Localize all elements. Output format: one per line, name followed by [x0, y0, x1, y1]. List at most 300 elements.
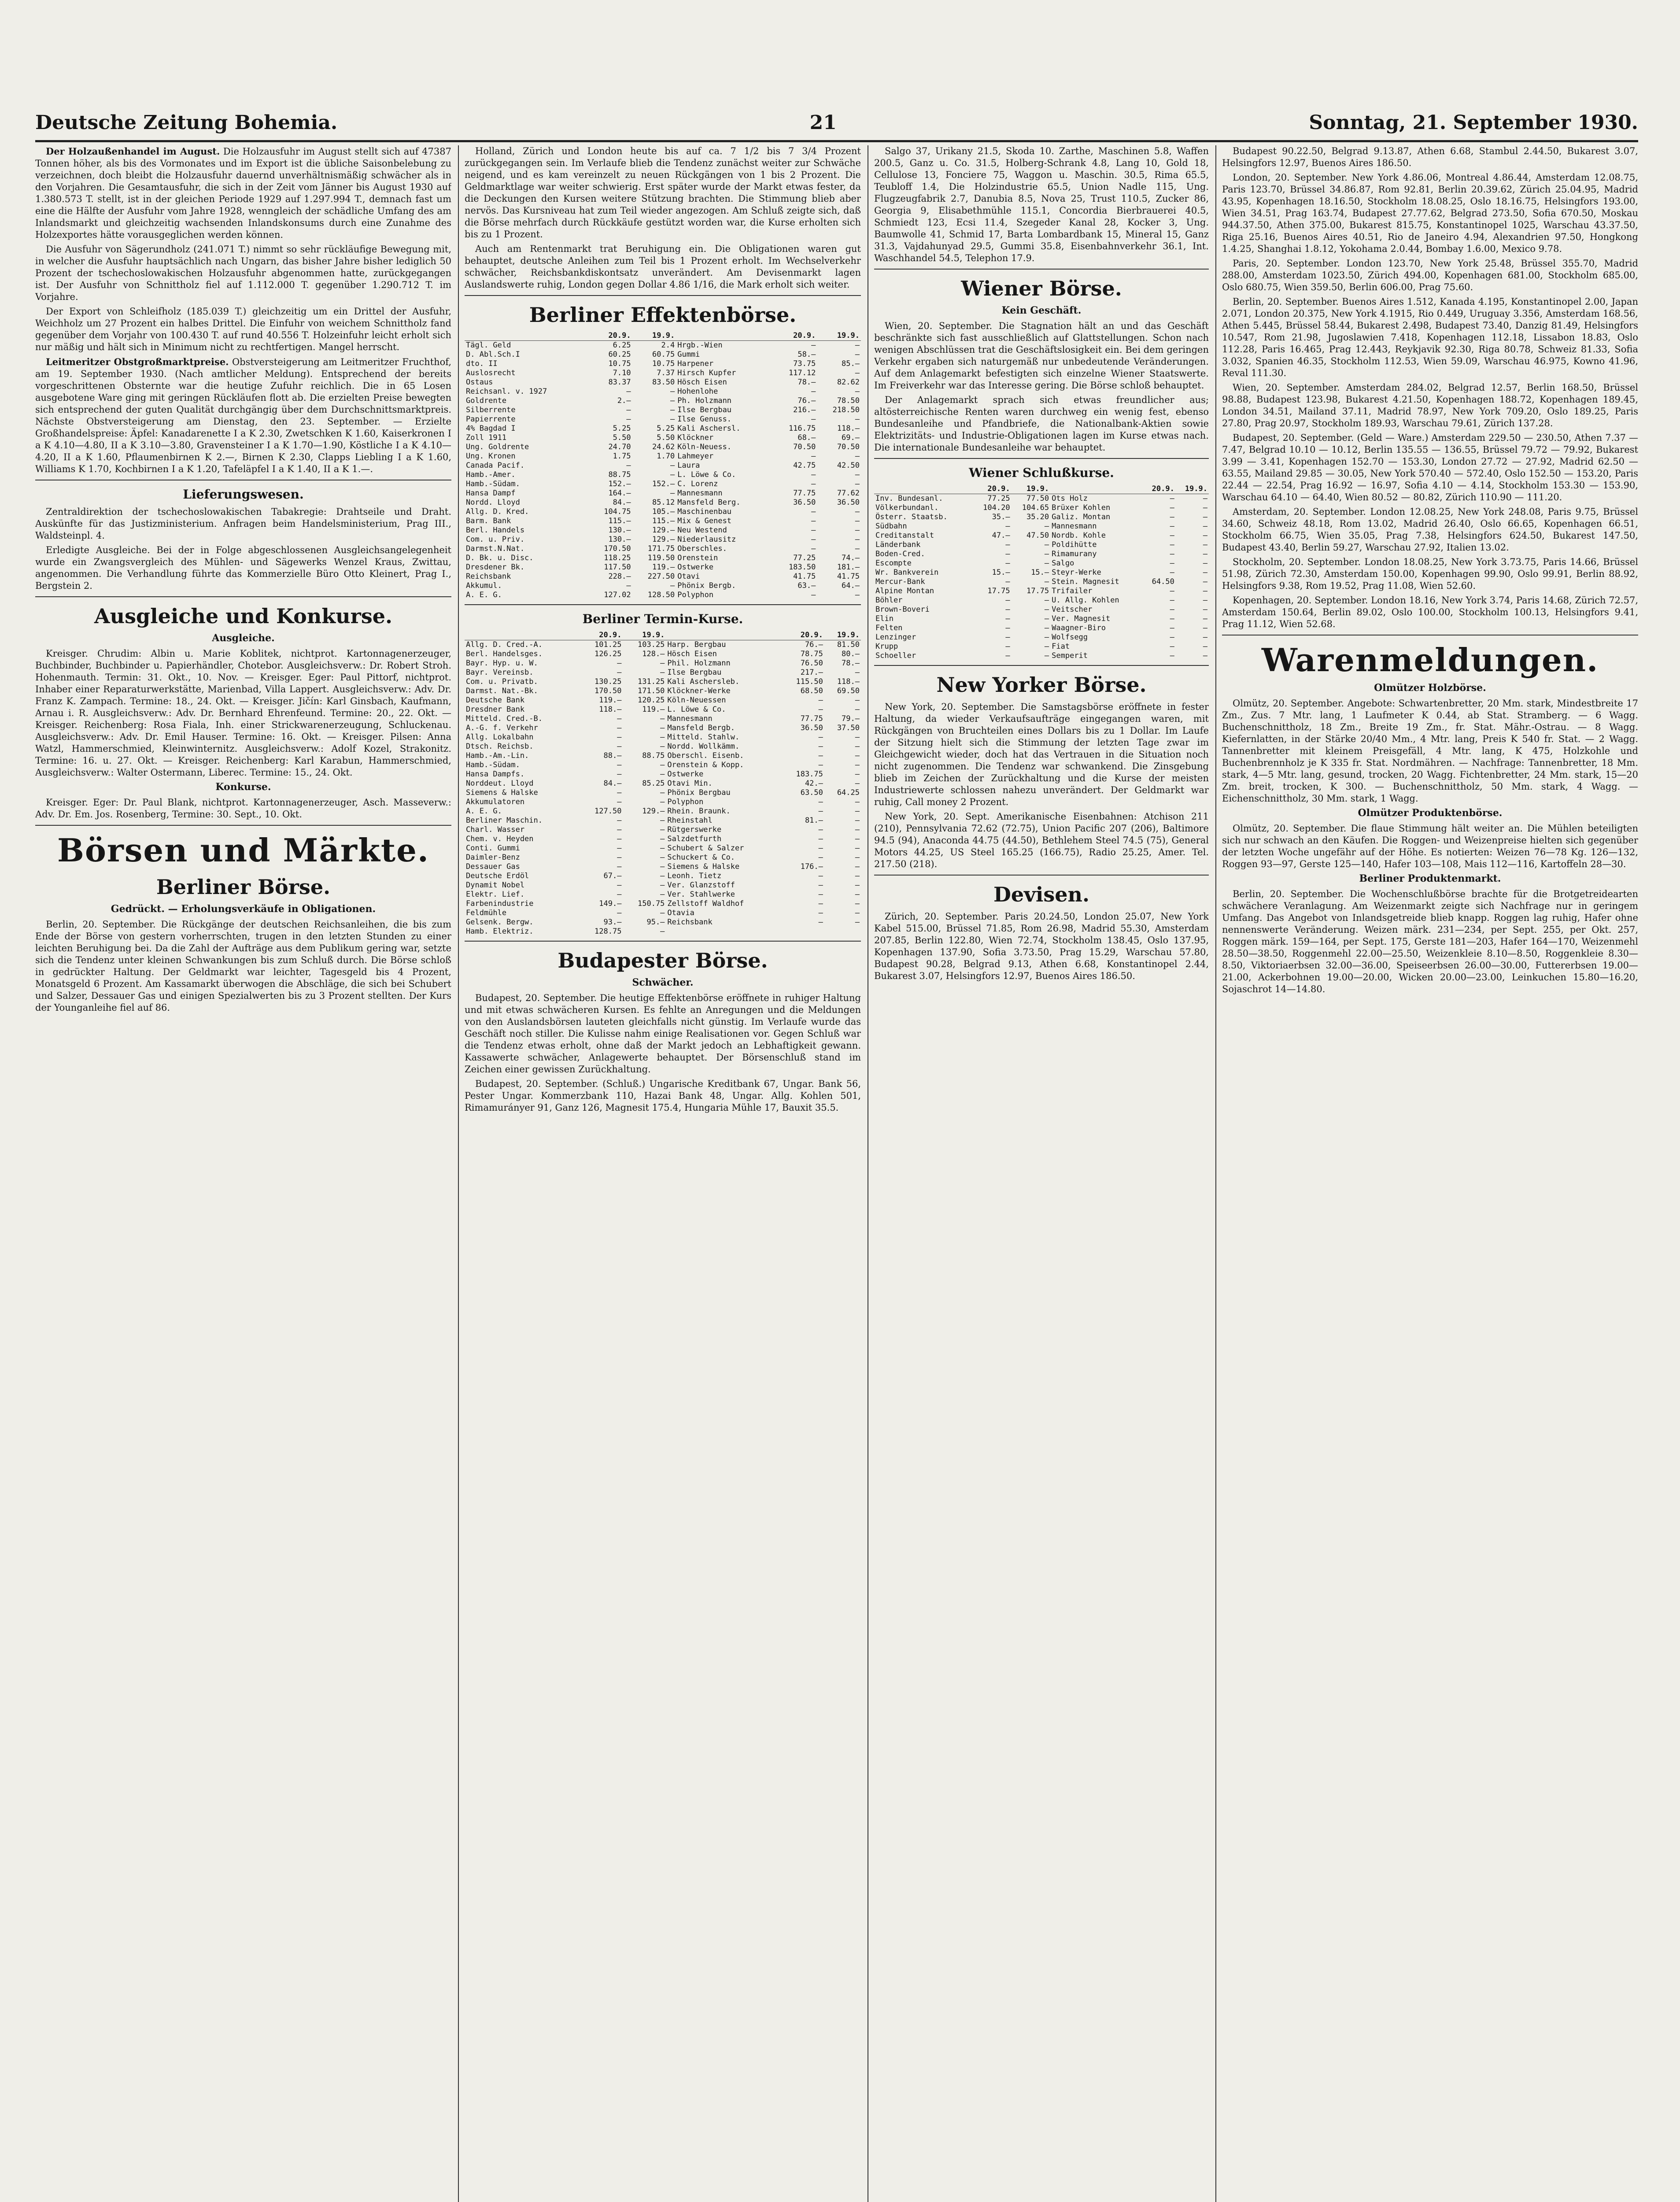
quote-value: 78.50: [837, 396, 860, 405]
security-name: Chem. v. Heyden: [466, 835, 534, 843]
quote-value: —: [855, 696, 860, 705]
quote-value: —: [855, 507, 860, 516]
security-name: Deutsche Erdöl: [466, 872, 529, 880]
quote-header-cell: [874, 484, 972, 494]
security-name: Ver. Glanzstoff: [667, 881, 735, 890]
security-name: Hamb.-Am.-Lin.: [466, 751, 529, 760]
quote-value: —: [855, 350, 860, 359]
quote-value: —: [1005, 624, 1010, 632]
table-row: [465, 751, 861, 761]
security-name: A. E. G.: [466, 807, 502, 816]
security-name: Ver. Magnesit: [1052, 614, 1111, 623]
subsection-title: Kein Geschäft.: [1001, 305, 1082, 316]
table-row: [465, 779, 861, 788]
quote-table-berliner-effekten: [465, 331, 861, 600]
article-holzaussenhandel: [35, 145, 451, 241]
quote-value: 183.75: [796, 770, 823, 779]
quote-value: —: [617, 844, 622, 853]
security-name: Dresdner Bank: [466, 705, 525, 714]
security-name: Alpine Montan: [875, 587, 934, 595]
security-name: Polyphon: [677, 591, 714, 599]
quote-value: —: [1170, 522, 1174, 531]
quote-value: —: [1044, 596, 1049, 605]
quote-value: 47.—: [992, 531, 1010, 540]
section-title-wiener-schlusskurse: Wiener Schlußkurse.: [969, 466, 1114, 480]
quote-value: —: [1170, 605, 1174, 614]
security-name: Österr. Staatsb.: [875, 513, 948, 521]
quote-value: 93.—: [603, 918, 622, 927]
quote-value: —: [811, 526, 816, 535]
quote-value: —: [1170, 624, 1174, 632]
quote-value: 77.62: [837, 489, 860, 498]
table-row: [465, 480, 861, 489]
article-text: Kreisger. Chrudim: Albin u. Marie Koblitek, nichtprot. Kartonnagenerzeuger, Buchbinder, Buchbinder u. Papierhändler, Chotebor. Ausgleichsverw.: Dr. Robert Stroh. Hohenmauth. Termin: 31. Okt., 10. Nov. — Kreisger. Eger: Paul Pittorf, nichtprot. Inhaber einer Reparaturwerkstätte, Marienbad, Villa Lappert. Ausgleichsverw.: Adv. Dr. Franz K. Zampach. Termine: 18., 24. Okt. — Kreisger. Jičín: Karl Ginsbach, Kaufmann, Arnau i. R. Ausgleichsverw.: Adv. Dr. Bernhard Ehrenfeund. Termine: 20., 22. Okt. — Kreisger. Reichenberg: Rosa Fiala, Inh. einer Strickwarenerzeugung, Schluckenau. Ausgleichsverw.: Adv. Dr. Emil Hauser. Termine: 16. Okt. — Kreisger. Pilsen: Anna Watzl, Hammerschmied, Kleinwinternitz. Ausgleichsverw.: Adolf Kozel, Strakonitz. Termine: 16. u. 27. Okt. — Kreisger. Reichenberg: Karl Karabun, Hammerschmied, Ausgleichsverw.: Walter Ostermann, Liberec. Termine: 15., 24. Okt.: [35, 648, 451, 778]
table-row: [465, 798, 861, 807]
table-row: [465, 835, 861, 844]
quote-value: 1.75: [613, 452, 631, 461]
quote-value: —: [811, 544, 816, 553]
quote-header-cell: 19.9.: [1176, 484, 1209, 494]
header-date: Sonntag, 21. September 1930.: [1309, 111, 1638, 134]
section-title-lieferungswesen: Lieferungswesen.: [183, 487, 304, 502]
table-row: [465, 406, 861, 415]
table-row: [465, 650, 861, 659]
article-text: New York, 20. Sept. Amerikanische Eisenbahnen: Atchison 211 (210), Pennsylvania 72.62 (72.75), Union Pacific 207 (206), Baltimore 94.5 (94), Anaconda 44.75 (44.50), Bethlehem Steel 74.5 (75), General Motors 44.25, US Steel 165.25 (166.75), Radio 25.25, Amer. Tel. 217.50 (218).: [874, 811, 1209, 869]
security-name: U. Allg. Kohlen: [1052, 596, 1119, 605]
quote-value: —: [818, 705, 823, 714]
quote-value: —: [1044, 550, 1049, 558]
quote-value: —: [660, 909, 665, 917]
quote-value: —: [670, 461, 675, 470]
security-name: L. Löwe & Co.: [677, 470, 736, 479]
quote-value: 7.10: [613, 369, 631, 377]
section-rule: [465, 295, 861, 296]
quote-value: 73.75: [793, 359, 816, 368]
section-title-warenmeldungen: Warenmeldungen.: [1261, 641, 1599, 679]
quote-value: —: [818, 798, 823, 806]
security-name: Norddeut. Lloyd: [466, 779, 534, 788]
security-name: A.-G. f. Verkehr: [466, 724, 538, 732]
header-masthead: Deutsche Zeitung Bohemia.: [35, 111, 338, 134]
quote-value: 104.20: [983, 503, 1010, 512]
article-text: Budapest, 20. September. (Schluß.) Ungarische Kreditbank 67, Ungar. Bank 56, Pester Ungar. Kommerzbank 110, Hazai Bank 48, Ungar. Allg. Kohlen 501, Rimamurányer 91, Ganz 126, Magnesit 175.4, Hungaria Mühle 17, Bauxit 35.5.: [465, 1079, 861, 1113]
article-text: Olmütz, 20. September. Angebote: Schwartenbretter, 20 Mm. stark, Mindestbreite 17 Zm., Zus. 7 Mtr. lang, 1 Laufmeter K 0.44, ab Stat. Stramberg. — 6 Wagg. Buchenschnittholz, 18 Zm., Breite 19 Zm., fr. Stat. Mähr.-Ostrau. — 8 Wagg. Kiefernlatten, in der Stärke 20/40 Mm., 4 Mtr. lang, Preis K 540 fr. Stat. — 2 Wagg. Tannenbretter mit kleinem Preisgefäll, 4 Mtr. lang, K 475, Holzkohle und Buchenbrennholz je K 335 fr. Stat. Nordmähren. — Nachfrage: Tannenbretter, 18 Mm. stark, 4—5 Mtr. lang, gesund, trocken, 20 Wagg. Fichtenbretter, 24 Mm. stark, 15—20 Zm. breit, trocken, K 300. — Buchenschnittholz, 50 Mm. stark, 4 Wagg. — Eichenschnittholz, 30 Mm. stark, 1 Wagg.: [1222, 698, 1638, 804]
quote-value: —: [1005, 651, 1010, 660]
quote-value: —: [660, 825, 665, 834]
quote-value: —: [1170, 651, 1174, 660]
quote-value: —: [855, 779, 860, 788]
quote-value: —: [1044, 624, 1049, 632]
article-obstpreise: [35, 356, 451, 475]
security-name: Akkumulatoren: [466, 798, 525, 806]
security-name: Völkerbundanl.: [875, 503, 939, 512]
quote-value: —: [1044, 559, 1049, 568]
quote-value: —: [1203, 568, 1207, 577]
security-name: Charl. Wasser: [466, 825, 525, 834]
quote-value: 118.—: [837, 677, 860, 686]
quote-value: —: [1170, 494, 1174, 503]
security-name: Ung. Goldrente: [466, 443, 529, 451]
quote-value: —: [855, 668, 860, 677]
table-row: [465, 927, 861, 936]
security-name: Phönix Bergbau: [667, 788, 731, 797]
subsection-title: Olmützer Holzbörse.: [1374, 682, 1486, 694]
column-divider: [1215, 145, 1216, 2202]
table-row: [874, 633, 1209, 642]
security-name: Semperit: [1052, 651, 1088, 660]
table-row: [465, 341, 861, 351]
table-row: [465, 461, 861, 470]
table-row: [465, 862, 861, 872]
devisen-stockholm: Stockholm, 20. September. London 18.08.25, New York 3.73.75, Paris 14.66, Brüssel 51.98, Zürich 72.30, Amsterdam 150.00, Kopenhagen 99.90, Oslo 99.91, Berlin 88.92, Helsingfors 9.38, Rom 19.52, Prag 11.08, Wien 52.60.: [1222, 557, 1638, 591]
security-name: C. Lorenz: [677, 480, 718, 488]
quote-value: —: [617, 881, 622, 890]
quote-value: 24.70: [608, 443, 631, 451]
section-rule: [874, 875, 1209, 876]
table-row: [465, 844, 861, 853]
security-name: Leonh. Tietz: [667, 872, 722, 880]
quote-value: 129.—: [652, 526, 675, 535]
article-text: Obstversteigerung am Leitmeritzer Fruchthof, am 19. September 1930. (Nach amtlicher Meldung). Entsprechend der bereits vorgeschrittenen Obsternte war die heutige Zufuhr reichlich. Die in 65 Losen ausgebotene Ware ging mit geringen Rückläufen flott ab. Die erzielten Preise bewegten sich entsprechend der guten Qualität durchgängig über dem Durchschnittsmarktpreis. Nächste Obstversteigerung am Dienstag, den 23. September. — Erzielte Großhandelspreise: Äpfel: Kanadarenette I a K 2.30, Zwetschken K 1.60, Kaiserkronen I a K 4.10—4.80, II a K 3.10—3.80, Gravensteiner I a K 1.70—1.90, Köstliche I a K 4.10—4.20, II a K 1.60, Pflaumenbirnen K 2.—, Birnen K 2.30, Clapps Liebling I a K 1.60, Williams K 1.70, Kochbirnen I a K 1.20, Tafeläpfel I a K 1.40, II a K 1.—.: [35, 357, 451, 474]
security-name: Schubert & Salzer: [667, 844, 744, 853]
quote-value: 101.25: [594, 640, 622, 649]
quote-value: —: [1203, 513, 1207, 521]
quote-value: 76.—: [798, 396, 816, 405]
table-row: [465, 770, 861, 779]
quote-table-header: [874, 484, 1209, 494]
article-lead: Der Holzaußenhandel im August.: [46, 146, 220, 157]
quote-value: 218.50: [832, 406, 860, 414]
quote-value: —: [855, 705, 860, 714]
quote-table: [465, 331, 861, 600]
quote-value: 105.—: [652, 507, 675, 516]
devisen-berlin: Berlin, 20. September. Buenos Aires 1.512, Kanada 4.195, Konstantinopel 2.00, Japan 2.071, London 20.375, New York 4.1915, Rio 0.449, Uruguay 3.356, Amsterdam 168.56, Athen 5.445, Brüssel 58.44, Bukarest 2.498, Budapest 73.40, Danzig 81.49, Helsingfors 10.547, Rom 21.98, Jugoslawien 7.418, Kopenhagen 112.18, Lissabon 18.83, Oslo 112.28, Paris 16.465, Prag 12.443, Reykjavik 92.30, Riga 80.78, Schweiz 81.33, Sofia 3.032, Spanien 46.35, Stockholm 112.53, Wien 59.09, Warschau 46.975, Kowno 41.96, Reval 111.30.: [1222, 296, 1638, 378]
quote-value: —: [855, 733, 860, 742]
quote-value: —: [818, 696, 823, 705]
quote-value: —: [818, 872, 823, 880]
quote-value: 17.75: [987, 587, 1010, 595]
quote-value: —: [818, 733, 823, 742]
quote-value: —: [1203, 494, 1207, 503]
quote-value: —: [617, 788, 622, 797]
quote-value: 58.—: [798, 350, 816, 359]
table-row: [465, 433, 861, 443]
security-name: Auslosrecht: [466, 369, 516, 377]
quote-value: 36.50: [800, 724, 823, 732]
quote-value: 77.25: [793, 554, 816, 562]
quote-value: —: [1044, 633, 1049, 642]
quote-value: —: [855, 770, 860, 779]
security-name: Bayr. Vereinsb.: [466, 668, 534, 677]
security-name: dto. II: [466, 359, 498, 368]
quote-value: —: [670, 387, 675, 396]
security-name: Schoeller: [875, 651, 916, 660]
quote-value: 69.50: [837, 687, 860, 695]
quote-value: —: [818, 742, 823, 751]
security-name: Bayr. Hyp. u. W.: [466, 659, 538, 668]
security-name: Reichsanl. v. 1927: [466, 387, 547, 396]
security-name: Dtsch. Reichsb.: [466, 742, 534, 751]
quote-value: —: [1170, 540, 1174, 549]
security-name: Elektr. Lief.: [466, 890, 525, 899]
quote-value: —: [1203, 531, 1207, 540]
section-title-ausgleiche: Ausgleiche und Konkurse.: [94, 604, 393, 628]
table-row: [465, 350, 861, 359]
security-name: Mansfeld Bergb.: [667, 724, 735, 732]
quote-value: —: [660, 835, 665, 843]
table-row: [465, 761, 861, 770]
quote-header-cell: 20.9.: [972, 484, 1012, 494]
security-name: Südbahn: [875, 522, 907, 531]
table-row: [465, 714, 861, 724]
security-name: Laura: [677, 461, 700, 470]
security-name: Brown-Boveri: [875, 605, 930, 614]
quote-value: —: [1203, 559, 1207, 568]
quote-value: 36.50: [837, 498, 860, 507]
quote-value: 128.—: [642, 650, 665, 658]
quote-value: 85.25: [642, 779, 665, 788]
security-name: Hösch Eisen: [677, 378, 727, 387]
article-text: Auch am Rentenmarkt trat Beruhigung ein. Die Obligationen waren gut behauptet, deutsche Anleihen zum Teil bis 1 Prozent erholt. Im Wechselverkehr schwächer, Reichsbankdiskontsatz unverändert. Am Devisenmarkt lagen Auslandswerte ruhig, London gegen Dollar 4.86 1/16, die Mark erholt sich weiter.: [465, 244, 861, 290]
quote-value: —: [855, 591, 860, 599]
quote-value: 119.—: [642, 705, 665, 714]
table-row: [465, 899, 861, 909]
quote-value: —: [617, 798, 622, 806]
article-text: Wien, 20. September. Die Stagnation hält an und das Geschäft beschränkte sich fast ausschließlich auf Glattstellungen. Schon nach wenigen Abschlüssen trat die Geschäftslosigkeit ein. Bei dem geringen Verkehr ergaben sich naturgemäß nur unbedeutende Veränderungen. Auf dem Anlagemarkt befestigten sich einzelne Wiener Staatswerte. Im Freiverkehr war das Interesse gering. Die Börse schloß behauptet.: [874, 321, 1209, 391]
quote-header-cell: [465, 631, 580, 640]
quote-value: 47.50: [1026, 531, 1049, 540]
quote-value: 171.75: [647, 544, 675, 553]
table-row: [465, 470, 861, 480]
quote-value: 78.—: [842, 659, 860, 668]
quote-value: 95.—: [646, 918, 665, 927]
quote-value: 170.50: [604, 544, 631, 553]
quote-value: —: [1170, 568, 1174, 577]
quote-value: —: [818, 761, 823, 769]
table-row: [874, 559, 1209, 568]
security-name: Schuckert & Co.: [667, 853, 735, 862]
security-name: Kali Aschersl.: [677, 424, 741, 433]
quote-value: —: [855, 835, 860, 843]
security-name: Nordd. Wollkämm.: [667, 742, 740, 751]
quote-value: —: [626, 406, 631, 414]
table-row: [465, 517, 861, 526]
quote-value: —: [660, 733, 665, 742]
quote-value: 104.75: [604, 507, 631, 516]
quote-value: 2.—: [617, 396, 631, 405]
table-row: [874, 540, 1209, 550]
security-name: Inv. Bundesanl.: [875, 494, 943, 503]
security-name: Mannesmann: [667, 714, 713, 723]
quote-value: 6.25: [613, 341, 631, 350]
quote-value: 5.25: [613, 424, 631, 433]
table-row: [874, 596, 1209, 605]
column-1: [35, 145, 451, 2202]
quote-value: —: [660, 668, 665, 677]
security-name: Hamb.-Amer.: [466, 470, 516, 479]
quote-value: 85.12: [652, 498, 675, 507]
subsection-title: Berliner Produktenmarkt.: [1359, 873, 1501, 884]
quote-value: —: [1170, 503, 1174, 512]
quote-value: —: [855, 369, 860, 377]
subsection-title: Olmützer Produktenbörse.: [1358, 807, 1503, 819]
quote-value: 127.50: [594, 807, 622, 816]
table-row: [465, 489, 861, 498]
security-name: Krupp: [875, 642, 898, 651]
quote-value: —: [811, 452, 816, 461]
quote-value: —: [626, 415, 631, 424]
quote-value: —: [660, 816, 665, 825]
quote-value: 70.50: [793, 443, 816, 451]
quote-value: 118.25: [604, 554, 631, 562]
article-text: Der Export von Schleifholz (185.039 T.) gleichzeitig um ein Drittel der Ausfuhr, Weichholz um 27 Prozent ein halbes Drittel. Die Einfuhr von weichem Schnittholz fand gegenüber dem Vorjahr von 100.430 T. auf rund 40.556 T. Holzeinfuhr leicht erholt sich nur mäßig und hält sich in Minimum nicht zu rechtfertigen. Mangel herrscht.: [35, 306, 451, 352]
table-row: [874, 568, 1209, 577]
article-text: Salgo 37, Urikany 21.5, Skoda 10. Zarthe, Maschinen 5.8, Waffen 200.5, Ganz u. Co. 31.5, Holberg-Schrank 4.8, Lang 10, Gold 18, Cellulose 13, Fonciere 75, Waggon u. Maschin. 30.5, Rima 65.5, Teubloff 1.4, Die Holzindustrie 65.5, Union Nadle 115, Ung. Flugzeugfabrik 2.7, Danubia 8.5, Nova 25, Trust 110.5, Zucker 86, Georgia 9, Elisabethmühle 115.1, Concordia Bierbrauerei 40.5, Schmiedt 123, Ecsi 11.4, Szegeder Kanal 28, Kocker 3, Ung. Baumwolle 41, Schmid 17, Barta Lombardbank 15, Mineral 15, Ganz 31.3, Vajdahunyad 29.5, Gummi 35.8, Eisenbahnverkehr 36.1, Int. Waschhandel 54.5, Telephon 17.9.: [874, 146, 1209, 263]
security-name: Neu Westend: [677, 526, 727, 535]
table-row: [465, 359, 861, 369]
quote-table-header: [465, 631, 861, 640]
security-name: Rütgerswerke: [667, 825, 722, 834]
quote-value: —: [1044, 577, 1049, 586]
security-name: Köln-Neuess.: [677, 443, 732, 451]
quote-value: [781, 927, 824, 936]
security-name: Feldmühle: [466, 909, 507, 917]
section-title-termin-kurse: Berliner Termin-Kurse.: [582, 612, 743, 626]
section-rule: [874, 458, 1209, 459]
security-name: Harp. Bergbau: [667, 640, 726, 649]
quote-header-cell: [1050, 484, 1143, 494]
table-row: [465, 443, 861, 452]
security-name: Allg. D. Cred.-A.: [466, 640, 543, 649]
quote-value: 115.—: [608, 517, 631, 525]
quote-value: 79.—: [842, 714, 860, 723]
table-row: [465, 369, 861, 378]
security-name: Berl. Handelsges.: [466, 650, 543, 658]
quote-value: 77.75: [793, 489, 816, 498]
security-name: Stein. Magnesit: [1052, 577, 1119, 586]
quote-value: 164.—: [608, 489, 631, 498]
page-header: [35, 109, 1638, 136]
security-name: Oberschles.: [677, 544, 727, 553]
table-row: [874, 614, 1209, 624]
quote-value: —: [1005, 614, 1010, 623]
security-name: Ph. Holzmann: [677, 396, 732, 405]
article-text: Berlin, 20. September. Die Rückgänge der deutschen Reichsanleihen, die bis zum Ende der Börse von gestern vorherrschten, trugen in den letzten Stunden zu einer leichten Beruhigung bei. Da die Zahl der Aufträge aus dem Publikum gering war, setzte sich die Tendenz unter kleinen Schwankungen bis zum Schluß durch. Die Börse schloß in gedrückter Haltung. Der Geldmarkt war leichter, Tagesgeld bis 4 Prozent, Monatsgeld 6 Prozent. Am Kassamarkt überwogen die Abschläge, die sich bei Schubert und Salzer, Dessauer Gas und einigen Spezialwerten bis zu 3 Prozent stellten. Der Kurs der Younganleihe fiel auf 86.: [35, 919, 451, 1013]
security-name: Farbenindustrie: [466, 899, 534, 908]
security-name: Steyr-Werke: [1052, 568, 1101, 577]
security-name: Salgo: [1052, 559, 1074, 568]
quote-table: [874, 484, 1209, 661]
security-name: Otavi Min.: [667, 779, 713, 788]
quote-value: 17.75: [1026, 587, 1049, 595]
security-name: Goldrente: [466, 396, 507, 405]
quote-value: 129.—: [652, 535, 675, 544]
security-name: Harpener: [677, 359, 714, 368]
security-name: Tägl. Geld: [466, 341, 511, 350]
security-name: Salzdetfurth: [667, 835, 722, 843]
quote-value: —: [660, 761, 665, 769]
security-name: Deutsche Bank: [466, 696, 525, 705]
devisen-paris: Paris, 20. September. London 123.70, New York 25.48, Brüssel 355.70, Madrid 288.00, Amsterdam 1023.50, Zürich 494.00, Kopenhagen 681.00, Stockholm 685.00, Oslo 680.75, Wien 359.50, Berlin 606.00, Prag 75.60.: [1222, 258, 1638, 292]
subsection-title: Schwächer.: [632, 977, 694, 988]
quote-value: —: [1005, 540, 1010, 549]
security-name: Poldihütte: [1052, 540, 1097, 549]
table-row: [465, 396, 861, 406]
quote-value: 129.—: [642, 807, 665, 816]
quote-value: —: [1203, 651, 1207, 660]
section-title-devisen: Devisen.: [993, 883, 1089, 906]
quote-header-cell: 19.9.: [1012, 484, 1051, 494]
quote-value: —: [818, 890, 823, 899]
quote-value: —: [855, 544, 860, 553]
table-row: [874, 513, 1209, 522]
quote-value: 60.75: [652, 350, 675, 359]
article-text: Der Anlagemarkt sprach sich etwas freundlicher aus; altösterreichische Renten waren durchweg ein wenig fest, ebenso Bundesanleihe und Pfandbriefe, die Nationalbank-Aktien sowie Elektrizitäts- und Industrie-Obligationen lagen im Kurse etwas nach. Die internationale Bundesanleihe war behauptet.: [874, 395, 1209, 453]
table-row: [465, 742, 861, 751]
table-row: [465, 668, 861, 677]
quote-value: —: [660, 881, 665, 890]
quote-value: —: [818, 899, 823, 908]
quote-value: 84.—: [603, 779, 622, 788]
section-title-new-yorker-boerse: New Yorker Börse.: [936, 673, 1147, 697]
quote-value: —: [1203, 503, 1207, 512]
security-name: Lenzinger: [875, 633, 916, 642]
section-title-boersen: Börsen und Märkte.: [57, 831, 429, 869]
article-text: Zentraldirektion der tschechoslowakischen Tabakregie: Drahtseile und Draht. Auskünfte für das Justizministerium. Anfragen beim Handelsministerium, Prag III., Waldsteinpl. 4.: [35, 506, 451, 541]
security-name: Conti. Gummi: [466, 844, 520, 853]
quote-value: 80.—: [842, 650, 860, 658]
article-text: Olmütz, 20. September. Die flaue Stimmung hält weiter an. Die Mühlen beteiligten sich nur schwach an den Käufen. Die Roggen- und Weizenpreise hielten sich gegenüber der letzten Woche ungefähr auf der Höhe. Es notierten: Weizen 76—78 Kg. 126—132, Roggen 93—97, Gerste 125—140, Hafer 103—108, Mais 112—116, Kartoffeln 28—30.: [1222, 823, 1638, 869]
quote-value: —: [818, 825, 823, 834]
table-row: [874, 503, 1209, 513]
quote-value: —: [1203, 540, 1207, 549]
quote-value: —: [1005, 642, 1010, 651]
quote-value: —: [1005, 550, 1010, 558]
quote-value: 64.25: [837, 788, 860, 797]
quote-value: —: [617, 816, 622, 825]
quote-header-cell: 20.9.: [1143, 484, 1176, 494]
table-row: [465, 452, 861, 461]
quote-value: 5.50: [657, 433, 675, 442]
quote-value: 216.—: [793, 406, 816, 414]
security-name: Canada Pacif.: [466, 461, 525, 470]
quote-value: 42.50: [837, 461, 860, 470]
quote-value: —: [670, 581, 675, 590]
table-row: [465, 563, 861, 572]
quote-value: —: [1044, 642, 1049, 651]
quote-value: —: [1203, 522, 1207, 531]
article-text: Holland, Zürich und London heute bis auf ca. 7 1/2 bis 7 3/4 Prozent zurückgegangen sein. Im Verlaufe blieb die Tendenz zunächst weiter zur Schwäche neigend, und es kam vereinzelt zu neuen Rückgängen von 1 bis 2 Prozent. Die Geldmarktlage war weiter schwierig. Erst später wurde der Markt etwas fester, da die Deckungen den Kursen weitere Stützung brachten. Die Stimmung blieb aber nervös. Das Kursniveau hat zum Teil wieder angezogen. Am Schluß zeigte sich, daß die Börse mehrfach durch Rückkäufe gestützt worden war, die Kurse erholten sich bis zu 1 Prozent.: [465, 146, 861, 240]
quote-value: —: [811, 591, 816, 599]
quote-value: —: [1170, 513, 1174, 521]
table-row: [465, 788, 861, 798]
quote-value: 5.50: [613, 433, 631, 442]
quote-value: 7.37: [657, 369, 675, 377]
quote-value: 69.—: [842, 433, 860, 442]
quote-value: 64.—: [842, 581, 860, 590]
security-name: Klöckner-Werke: [667, 687, 731, 695]
article-text: Kreisger. Eger: Dr. Paul Blank, nichtprot. Kartonnagenerzeuger, Asch. Masseverw.: Adv. Dr. Em. Jos. Rosenberg, Termine: 30. Sept., 10. Okt.: [35, 797, 451, 820]
quote-table-berliner-termin: [465, 631, 861, 936]
quote-value: —: [1005, 559, 1010, 568]
quote-table-wiener-schlusskurse: [874, 484, 1209, 661]
quote-value: 117.50: [604, 563, 631, 572]
quote-value: 41.75: [837, 572, 860, 581]
quote-value: 83.50: [652, 378, 675, 387]
security-name: Creditanstalt: [875, 531, 934, 540]
table-row: [465, 424, 861, 433]
quote-value: —: [1203, 577, 1207, 586]
